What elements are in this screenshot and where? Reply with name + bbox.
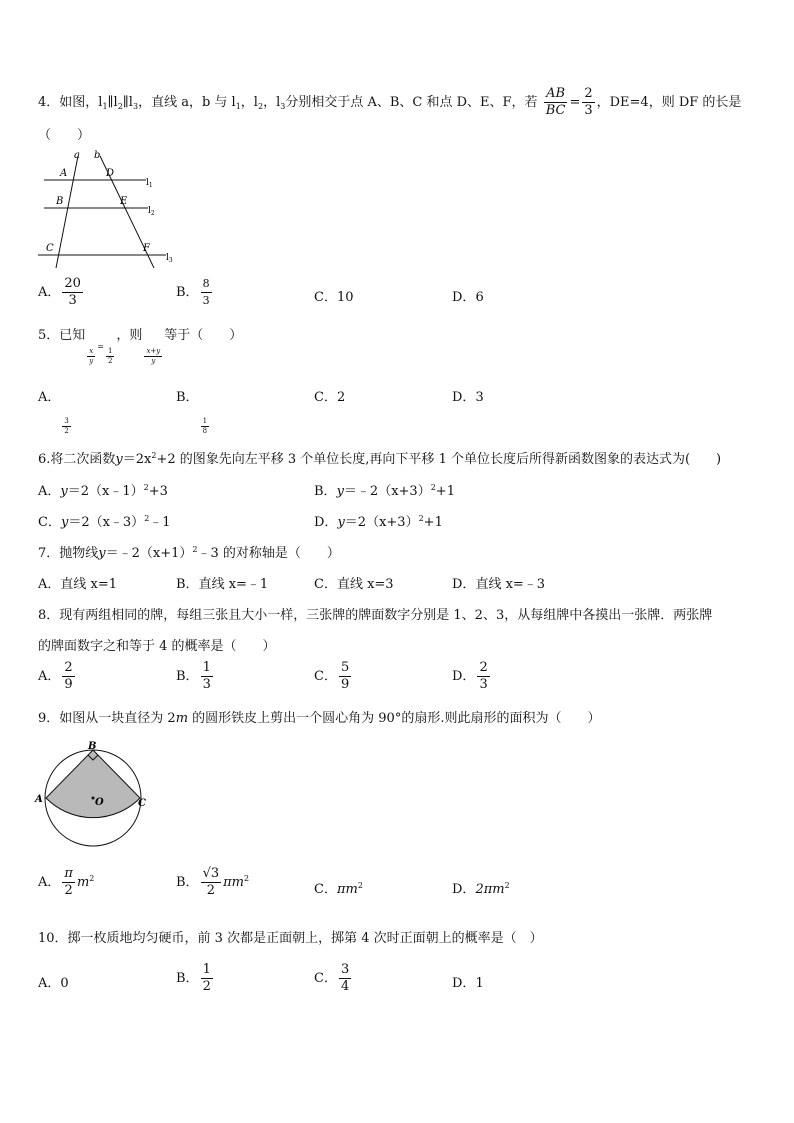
option-b[interactable] <box>314 480 455 499</box>
numerator: 3 <box>64 417 69 425</box>
option-d[interactable] <box>452 573 545 592</box>
q6-text: ＝2x <box>122 452 152 467</box>
label-B: B <box>56 196 64 207</box>
superscript: 2 <box>357 881 363 890</box>
equals-sign: = <box>97 342 104 351</box>
question-7-options <box>38 573 758 593</box>
option-value: ＝2（x+3） <box>344 515 419 530</box>
label-C: C <box>138 798 146 809</box>
option-d[interactable] <box>452 286 484 305</box>
option-label: B． <box>176 390 199 405</box>
superscript: 2 <box>89 874 95 883</box>
fraction-1-2 <box>106 347 114 366</box>
fraction <box>62 417 70 436</box>
option-c[interactable] <box>314 286 354 305</box>
denominator: 3 <box>68 293 77 308</box>
variable-y: y <box>336 484 344 499</box>
fraction <box>201 417 209 436</box>
denominator: 3 <box>202 677 211 692</box>
q4-text: ∥l <box>122 95 133 110</box>
label-B: B <box>88 741 97 752</box>
q4-text: 分别相交于点 A、B、C 和点 D、E、F，若 <box>285 95 538 110</box>
numerator: π <box>64 866 73 881</box>
option-label: C． <box>314 290 337 305</box>
option-a[interactable] <box>38 276 85 309</box>
unit: m <box>76 875 90 890</box>
option-value: 直线 x=﹣3 <box>475 577 546 592</box>
denominator: 2 <box>206 883 215 898</box>
superscript: 2 <box>504 881 510 890</box>
option-c[interactable] <box>38 511 171 530</box>
option-label: D． <box>452 976 476 991</box>
option-a[interactable] <box>38 386 73 436</box>
fraction-xy-y <box>144 347 162 366</box>
numerator: x <box>89 347 94 355</box>
q4-text: ，直线 a，b 与 l <box>138 95 236 110</box>
numerator: 1 <box>202 417 208 425</box>
option-label: D． <box>314 515 338 530</box>
option-a[interactable] <box>38 480 168 499</box>
option-label: B． <box>176 669 199 684</box>
option-c[interactable] <box>314 962 353 995</box>
option-label: A． <box>38 875 61 890</box>
subscript: 3 <box>132 102 139 111</box>
option-label: D． <box>452 290 476 305</box>
fraction <box>339 660 351 693</box>
denominator: 2 <box>64 883 73 898</box>
label-F: F <box>143 243 150 254</box>
label-E: E <box>120 196 128 207</box>
superscript: 2 <box>151 451 157 460</box>
numerator: AB <box>546 86 566 101</box>
numerator: 8 <box>201 276 212 293</box>
label-O: O <box>95 797 104 808</box>
option-value: 直线 x=3 <box>336 577 394 592</box>
option-b[interactable] <box>176 276 214 309</box>
option-a[interactable] <box>38 972 69 991</box>
unit: πm <box>336 882 358 897</box>
question-4-stem <box>38 86 764 119</box>
question-5-options <box>38 386 758 435</box>
q4-text: ∥l <box>107 95 118 110</box>
variable-y: y <box>60 484 68 499</box>
denominator: 3 <box>479 677 488 692</box>
q4-text: 4．如图，l <box>38 95 103 110</box>
option-value: 6 <box>475 290 484 305</box>
question-5-stem <box>38 324 764 364</box>
option-label: B． <box>176 577 199 592</box>
unit-m: m <box>175 711 189 726</box>
question-7-stem <box>38 542 764 561</box>
option-value: +1 <box>423 515 443 530</box>
option-value: 直线 x=1 <box>60 577 118 592</box>
superscript: 2 <box>244 874 250 883</box>
denominator: BC <box>545 103 566 118</box>
numerator: 2 <box>479 660 488 675</box>
denominator: 9 <box>64 677 73 692</box>
denominator: 4 <box>340 979 350 994</box>
q9-text: 的圆形铁皮上剪出一个圆心角为 90°的扇形.则此扇形的面积为（ ） <box>188 711 601 726</box>
q5-text: 等于（ ） <box>164 328 243 343</box>
question-8-options <box>38 660 758 700</box>
option-label: C． <box>314 577 337 592</box>
question-10-stem: 10．掷一枚质地均匀硬币，前 3 次都是正面朝上，掷第 4 次时正面朝上的概率是（ ） <box>38 931 543 946</box>
option-c[interactable] <box>314 878 363 897</box>
option-value: ＝﹣2（x+3） <box>343 484 431 499</box>
question-8-line2: 的牌面数字之和等于 4 的概率是（ ） <box>38 639 276 654</box>
option-value: 1 <box>475 976 484 991</box>
equals-sign: = <box>569 95 581 110</box>
fraction <box>62 866 75 899</box>
option-label: C． <box>314 390 337 405</box>
subscript: 2 <box>117 102 123 111</box>
question-4-paren: （ ） <box>38 128 91 143</box>
option-label: D． <box>452 669 476 684</box>
label-l1: $l_1$ <box>146 178 153 189</box>
superscript: 2 <box>430 483 436 492</box>
q4-text: ，l <box>240 95 258 110</box>
option-label: C． <box>314 669 337 684</box>
numerator: 20 <box>64 276 81 291</box>
question-6-options-row1 <box>38 480 758 500</box>
question-4-figure <box>36 148 186 268</box>
option-d[interactable] <box>452 660 492 693</box>
denominator: 2 <box>202 979 211 994</box>
question-6-stem <box>38 448 764 467</box>
denominator: 8 <box>202 427 208 435</box>
denominator: 9 <box>340 677 350 692</box>
question-4-options <box>38 276 758 316</box>
numerator: x+y <box>146 347 161 355</box>
question-6-options-row2 <box>38 511 758 531</box>
numerator: 5 <box>340 660 350 675</box>
option-label: A． <box>38 484 61 499</box>
label-l2: $l_2$ <box>148 206 155 217</box>
numerator: 2 <box>64 660 73 675</box>
label-A: A <box>35 794 43 805</box>
denominator: y <box>89 357 94 365</box>
option-c[interactable] <box>314 386 345 405</box>
variable-y: y <box>337 515 345 530</box>
numerator: √3 <box>202 866 220 881</box>
label-D: D <box>106 168 115 179</box>
fraction-2-3 <box>582 86 594 119</box>
superscript: 2 <box>143 483 149 492</box>
option-c[interactable] <box>314 573 394 592</box>
option-label: B． <box>176 875 199 890</box>
subscript: 3 <box>280 102 286 111</box>
option-value: 0 <box>60 976 69 991</box>
option-d[interactable] <box>314 511 443 530</box>
variable-y: y <box>115 452 123 467</box>
option-label: A． <box>38 976 61 991</box>
numerator: 3 <box>340 962 350 977</box>
option-value: +3 <box>148 484 168 499</box>
option-label: D． <box>452 882 476 897</box>
option-b[interactable] <box>176 962 215 995</box>
option-value: ＝2（x﹣1） <box>67 484 144 499</box>
option-label: C． <box>314 971 337 986</box>
option-label: C． <box>314 882 337 897</box>
option-value: +1 <box>435 484 455 499</box>
q7-text: 7．抛物线 <box>38 546 99 561</box>
option-value: 2 <box>336 390 346 405</box>
label-a: a <box>74 150 80 161</box>
option-label: A． <box>38 669 61 684</box>
question-10-options <box>38 962 758 1002</box>
question-9-figure <box>34 738 154 848</box>
option-label: B． <box>176 971 199 986</box>
option-b[interactable] <box>176 660 215 693</box>
option-label: B． <box>176 285 199 300</box>
fraction <box>201 276 212 309</box>
label-b: b <box>94 150 101 161</box>
numerator: 1 <box>107 347 113 355</box>
fraction <box>201 660 213 693</box>
option-label: A． <box>38 577 61 592</box>
q5-text: ，则 <box>116 328 143 343</box>
option-value: ﹣1 <box>149 515 171 530</box>
fraction <box>62 276 83 309</box>
q6-text: 6.将二次函数 <box>38 452 116 467</box>
numerator: 2 <box>584 86 593 101</box>
fraction <box>201 866 222 899</box>
option-label: B． <box>314 484 337 499</box>
denominator: y <box>151 357 156 365</box>
fraction <box>62 660 74 693</box>
fraction <box>339 962 351 995</box>
label-A: A <box>60 168 68 179</box>
option-a[interactable] <box>38 866 94 899</box>
numerator: 1 <box>202 962 211 977</box>
option-label: C． <box>38 515 61 530</box>
q4-text: ，l <box>263 95 281 110</box>
superscript: 2 <box>192 545 198 554</box>
option-d[interactable] <box>452 386 484 405</box>
q9-text: 9．如图从一块直径为 2 <box>38 711 176 726</box>
variable-y: y <box>60 515 69 530</box>
option-b[interactable] <box>176 386 211 436</box>
option-c[interactable] <box>314 660 353 693</box>
variable-y: y <box>98 546 106 561</box>
q5-text: 5．已知 <box>38 328 86 343</box>
option-value: 10 <box>336 290 354 305</box>
denominator: 2 <box>107 357 113 365</box>
option-a[interactable] <box>38 660 77 693</box>
option-a[interactable] <box>38 573 117 592</box>
option-d[interactable] <box>452 878 510 897</box>
unit: πm <box>223 875 244 890</box>
superscript: 2 <box>144 514 150 523</box>
fraction-ab-bc <box>544 86 568 119</box>
option-b[interactable] <box>176 866 249 899</box>
denominator: 3 <box>202 294 210 307</box>
option-value: 直线 x=﹣1 <box>198 577 269 592</box>
fraction <box>477 660 489 693</box>
label-l3: $l_3$ <box>166 253 173 264</box>
question-9-stem <box>38 707 764 726</box>
q4-text: ，DE=4，则 DF 的长是 <box>596 95 742 110</box>
option-d[interactable] <box>452 972 484 991</box>
question-9-options <box>38 866 758 906</box>
denominator: 3 <box>584 103 593 118</box>
subscript: 2 <box>257 102 264 111</box>
question-8-line1: 8．现有两组相同的牌，每组三张且大小一样，三张牌的牌面数字分别是 1、2、3，从每组牌中各摸出一张牌．两张牌 <box>38 608 713 623</box>
fraction <box>201 962 213 995</box>
label-C: C <box>46 243 54 254</box>
numerator: 1 <box>202 660 211 675</box>
option-value: ＝2（x﹣3） <box>68 515 145 530</box>
unit: 2πm <box>475 882 505 897</box>
superscript: 2 <box>418 514 424 523</box>
subscript: 1 <box>102 102 108 111</box>
option-value: 3 <box>475 390 484 405</box>
option-label: A． <box>38 285 61 300</box>
option-label: D． <box>452 390 476 405</box>
option-b[interactable] <box>176 573 268 592</box>
subscript: 1 <box>235 102 241 111</box>
denominator: 2 <box>64 427 69 435</box>
option-label: D． <box>452 577 476 592</box>
q7-text: ＝﹣2（x+1） <box>105 546 193 561</box>
fraction-x-y <box>87 347 95 366</box>
q6-text: +2 的图象先向左平移 3 个单位长度,再向下平移 1 个单位长度后所得新函数图象的表达式为( ) <box>156 452 722 467</box>
q7-text: ﹣3 的对称轴是（ ） <box>197 546 340 561</box>
option-label: A． <box>38 390 61 405</box>
